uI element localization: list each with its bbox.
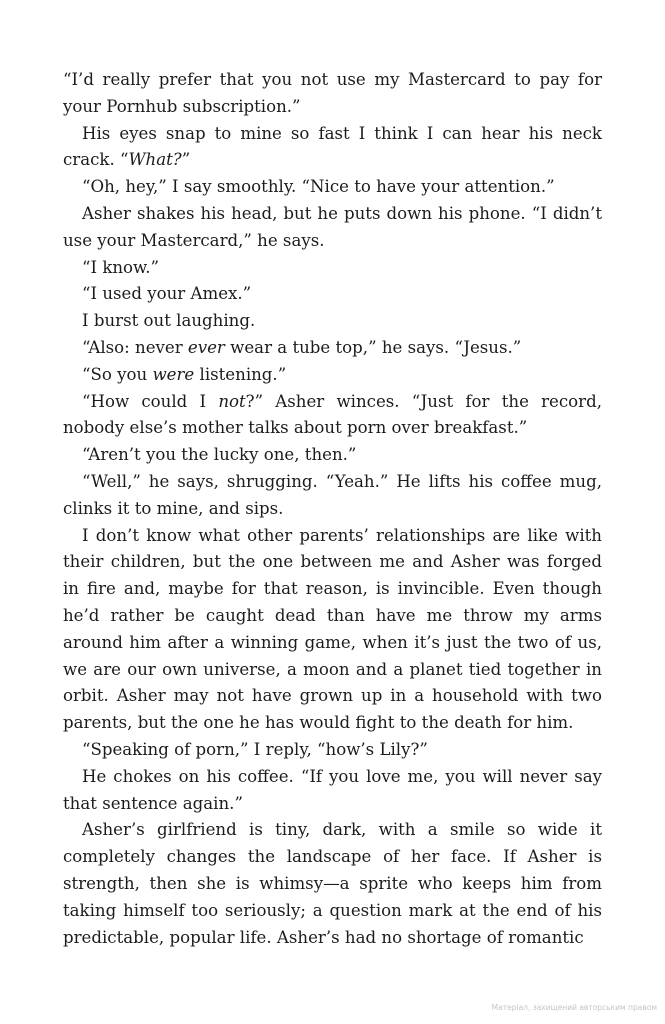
- paragraph: [63, 201, 602, 255]
- text-run: I burst out laughing.: [82, 311, 256, 331]
- text-run: “I’d really prefer that you not use my Mastercard to pay for your Pornhub subscription.”: [63, 70, 602, 116]
- paragraph: [63, 523, 602, 737]
- paragraph: [63, 737, 602, 764]
- paragraph: [63, 817, 602, 951]
- text-run: listening.”: [194, 364, 287, 384]
- text-run: wear a tube top,” he says. “Jesus.”: [224, 337, 522, 357]
- emphasis-text: ever: [187, 337, 225, 357]
- paragraph: [63, 389, 602, 443]
- paragraph: [63, 281, 602, 308]
- text-run: “How could I: [82, 391, 219, 411]
- text-run: “Well,” he says, shrugging. “Yeah.” He lifts his coffee mug, clinks it to mine, and sips.: [63, 471, 602, 518]
- text-run: His eyes snap to mine so fast I think I can hear his neck crack. “: [63, 123, 602, 170]
- text-run: “I used your Amex.”: [82, 284, 252, 304]
- book-page-text: [63, 67, 602, 951]
- emphasis-text: What?: [128, 150, 182, 170]
- paragraph: [63, 362, 602, 389]
- paragraph: [63, 335, 602, 362]
- emphasis-text: were: [152, 364, 195, 384]
- text-run: Asher shakes his head, but he puts down his phone. “I didn’t use your Mastercard,” he says.: [63, 203, 602, 250]
- text-run: He chokes on his coffee. “If you love me, you will never say that sentence again.”: [63, 766, 602, 813]
- copyright-watermark: Матеріал, захищений авторським правом: [491, 1003, 657, 1012]
- paragraph: [63, 174, 602, 201]
- paragraph: [63, 67, 602, 121]
- text-run: I don’t know what other parents’ relationships are like with their children, but the one between me and Asher was forged in fire and, maybe for that reason, is invincible. Even though he’d rather be caught dead than have me throw my arms around him after a winning game, when it’s just the two of us, we are our own universe, a moon and a planet tied together in orbit. Asher may not have grown up in a household with two parents, but the one he has would fight to the death for him.: [63, 525, 602, 733]
- text-run: “Also: never: [82, 337, 188, 357]
- text-run: “Speaking of porn,” I reply, “how’s Lily?”: [82, 739, 428, 759]
- paragraph: [63, 442, 602, 469]
- text-run: “So you: [82, 364, 153, 384]
- text-run: ?” Asher winces. “Just for the record, nobody else’s mother talks about porn over breakfast.”: [63, 391, 602, 438]
- emphasis-text: not: [218, 391, 246, 411]
- paragraph: [63, 255, 602, 282]
- text-run: “I know.”: [82, 257, 160, 277]
- text-run: ”: [181, 150, 191, 170]
- text-run: “Aren’t you the lucky one, then.”: [82, 445, 357, 465]
- paragraph: [63, 764, 602, 818]
- text-run: Asher’s girlfriend is tiny, dark, with a smile so wide it completely changes the landscape of her face. If Asher is strength, then she is whimsy—a sprite who keeps him from taking himself too seriously; a question mark at the end of his predictable, popular life. Asher’s had no shortage of romantic: [63, 820, 602, 947]
- text-run: “Oh, hey,” I say smoothly. “Nice to have your attention.”: [82, 177, 555, 197]
- paragraph: [63, 469, 602, 523]
- paragraph: [63, 308, 602, 335]
- paragraph: [63, 121, 602, 175]
